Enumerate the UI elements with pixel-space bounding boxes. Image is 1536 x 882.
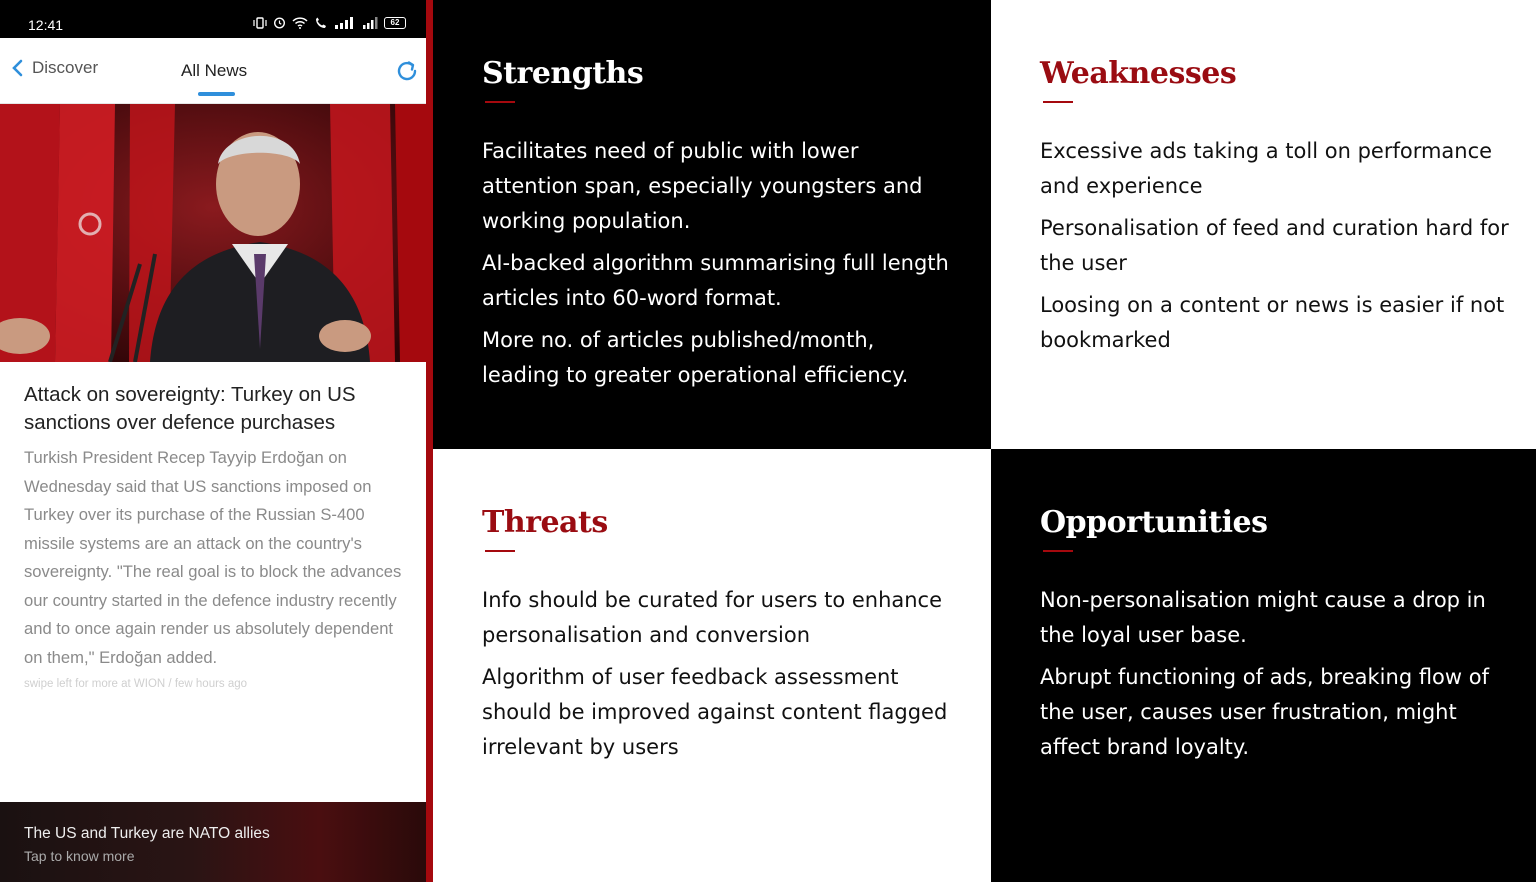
article-headline: Attack on sovereignty: Turkey on US sanctions over defence purchases <box>24 383 356 434</box>
strengths-list <box>482 134 952 400</box>
opportunity-point: Abrupt functioning of ads, breaking flow of the user, causes user frustration, might affect brand loyalty. <box>1040 665 1489 759</box>
wifi-icon <box>292 17 308 29</box>
opportunity-point: Non-personalisation might cause a drop in the loyal user base. <box>1040 588 1486 647</box>
strengths-title: Strengths <box>482 56 644 91</box>
wifi-calling-icon <box>314 17 328 29</box>
title-rule <box>1043 550 1073 552</box>
active-tab-indicator <box>198 92 235 96</box>
threat-point: Info should be curated for users to enhance personalisation and conversion <box>482 588 943 647</box>
battery-indicator: 62 <box>384 17 406 29</box>
weaknesses-title: Weaknesses <box>1040 56 1237 91</box>
weaknesses-list <box>1040 134 1510 365</box>
title-rule <box>485 101 515 103</box>
top-nav-bar <box>0 38 426 104</box>
weakness-point: Excessive ads taking a toll on performance and experience <box>1040 139 1493 198</box>
chevron-left-icon <box>10 58 24 78</box>
article-body: Turkish President Recep Tayyip Erdoğan on Wednesday said that US sanctions imposed on Turkey over its purchase of the Russian S-400 missile systems are an attack on the country's sovereignty. "The real goal is to block the advances our country started in the defence industry recently and to once again render us absolutely dependent on them," Erdoğan added. <box>24 448 402 667</box>
threats-quadrant <box>433 449 991 882</box>
threats-list <box>482 583 952 772</box>
threats-title: Threats <box>482 505 608 540</box>
strengths-quadrant <box>433 0 991 449</box>
weakness-point: Loosing on a content or news is easier if not bookmarked <box>1040 293 1505 352</box>
strength-point: More no. of articles published/month, leading to greater operational efficiency. <box>482 328 909 387</box>
opportunities-list <box>1040 583 1510 772</box>
signal-icon-2 <box>362 17 378 29</box>
weaknesses-quadrant <box>991 0 1536 449</box>
alarm-icon <box>273 16 286 29</box>
footer-title: The US and Turkey are NATO allies <box>24 825 270 842</box>
related-news-footer[interactable] <box>0 802 426 882</box>
speaker-photo <box>0 104 426 362</box>
article-hero-image[interactable] <box>0 104 426 362</box>
phone-screenshot <box>0 0 426 882</box>
red-divider <box>426 0 433 882</box>
strength-point: Facilitates need of public with lower attention span, especially youngsters and working population. <box>482 139 923 233</box>
refresh-icon <box>394 58 420 84</box>
opportunities-quadrant <box>991 449 1536 882</box>
discover-back-button[interactable] <box>10 58 98 78</box>
vibrate-icon <box>253 17 267 29</box>
signal-icon <box>334 17 356 29</box>
article-source[interactable]: swipe left for more at WION / few hours ago <box>24 678 248 690</box>
strength-point: AI-backed algorithm summarising full length articles into 60-word format. <box>482 251 949 310</box>
title-rule <box>485 550 515 552</box>
opportunities-title: Opportunities <box>1040 505 1268 540</box>
status-icons <box>253 16 406 29</box>
back-label: Discover <box>32 58 99 77</box>
status-time: 12:41 <box>28 17 64 33</box>
tab-all-news[interactable]: All News <box>181 61 248 80</box>
status-bar <box>0 0 426 38</box>
threat-point: Algorithm of user feedback assessment should be improved against content flagged irrelevant by users <box>482 665 948 759</box>
refresh-button[interactable] <box>394 58 420 89</box>
weakness-point: Personalisation of feed and curation hard for the user <box>1040 216 1509 275</box>
footer-subtitle: Tap to know more <box>24 848 135 864</box>
title-rule <box>1043 101 1073 103</box>
